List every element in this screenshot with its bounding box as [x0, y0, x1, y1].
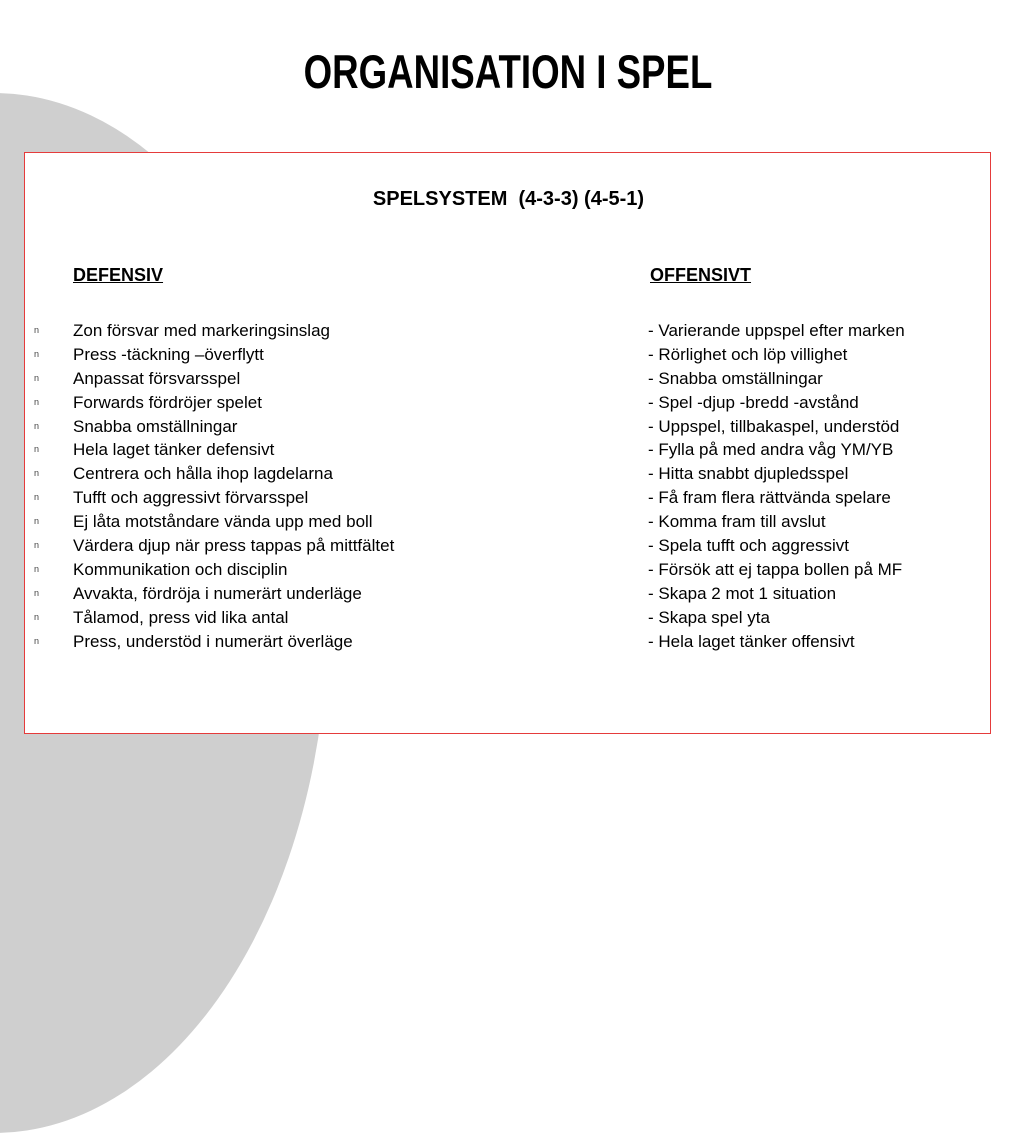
- offensive-list-item: [648, 510, 905, 534]
- offensive-item-text: - Fylla på med andra våg YM/YB: [648, 440, 894, 460]
- defensive-item-text: Centrera och hålla ihop lagdelarna: [73, 464, 333, 484]
- defensive-item-text: Kommunikation och disciplin: [73, 559, 288, 579]
- defensive-item-text: Snabba omställningar: [73, 416, 238, 436]
- offensive-list-item: [648, 486, 905, 510]
- offensive-list-item: [648, 606, 905, 630]
- content-box: [24, 152, 991, 734]
- defensive-item-text: Anpassat försvarsspel: [73, 368, 241, 388]
- bullet-icon: n: [34, 492, 40, 503]
- defensive-list-item: [31, 606, 394, 630]
- bullet-icon: n: [34, 635, 40, 646]
- defensive-item-text: Tålamod, press vid lika antal: [73, 607, 289, 627]
- bullet-icon: n: [34, 516, 40, 527]
- defensive-item-text: Zon försvar med markeringsinslag: [73, 321, 330, 340]
- offensive-item-text: - Få fram flera rättvända spelare: [648, 488, 891, 508]
- defensive-list-item: [31, 343, 394, 367]
- defensive-list-item: [31, 438, 394, 462]
- offensive-list-item: [648, 319, 905, 343]
- bullet-icon: n: [34, 468, 40, 479]
- defensive-list-item: [31, 319, 394, 343]
- offensive-item-text: - Försök att ej tappa bollen på MF: [648, 559, 903, 579]
- offensive-list-item: [648, 558, 905, 582]
- offensive-list-item: [648, 343, 905, 367]
- defensive-list-item: [31, 630, 394, 654]
- defensive-list: [31, 319, 394, 653]
- offensive-heading: OFFENSIVT: [650, 265, 752, 285]
- offensive-list-item: [648, 582, 905, 606]
- defensive-list-item: [31, 391, 394, 415]
- bullet-icon: n: [34, 540, 40, 551]
- offensive-item-text: - Hela laget tänker offensivt: [648, 631, 855, 651]
- defensive-item-text: Värdera djup när press tappas på mittfältet: [73, 536, 395, 556]
- bullet-icon: n: [34, 611, 40, 622]
- defensive-list-item: [31, 415, 394, 439]
- offensive-item-text: - Uppspel, tillbakaspel, understöd: [648, 416, 900, 436]
- defensive-list-item: [31, 486, 394, 510]
- defensive-item-text: Hela laget tänker defensivt: [73, 440, 275, 460]
- offensive-item-text: - Snabba omställningar: [648, 368, 823, 388]
- bullet-icon: n: [34, 587, 40, 598]
- slide-title: ORGANISATION I SPEL: [303, 45, 713, 98]
- offensive-list-item: [648, 438, 905, 462]
- offensive-list-item: [648, 630, 905, 654]
- offensive-list-item: [648, 415, 905, 439]
- bullet-icon: n: [34, 396, 40, 407]
- defensive-item-text: Avvakta, fördröja i numerärt underläge: [73, 583, 362, 603]
- defensive-item-text: Press -täckning –överflytt: [73, 344, 264, 364]
- offensive-item-text: - Spel -djup -bredd -avstånd: [648, 392, 859, 412]
- defensive-list-item: [31, 558, 394, 582]
- defensive-list-item: [31, 462, 394, 486]
- defensive-list-item: [31, 582, 394, 606]
- bullet-icon: n: [34, 348, 40, 359]
- bullet-icon: n: [34, 563, 40, 574]
- offensive-item-text: - Skapa spel yta: [648, 607, 770, 627]
- bullet-icon: n: [34, 372, 40, 383]
- offensive-item-text: - Rörlighet och löp villighet: [648, 344, 848, 364]
- slide-subtitle: SPELSYSTEM (4-3-3) (4-5-1): [372, 188, 645, 210]
- defensive-item-text: Press, understöd i numerärt överläge: [73, 631, 353, 651]
- defensive-item-text: Tufft och aggressivt förvarsspel: [73, 488, 309, 508]
- bullet-icon: n: [34, 444, 40, 455]
- defensive-item-text: Ej låta motståndare vända upp med boll: [73, 512, 373, 532]
- offensive-list-item: [648, 391, 905, 415]
- defensive-list-item: [31, 510, 394, 534]
- bullet-icon: n: [34, 325, 40, 335]
- offensive-list-item: [648, 367, 905, 391]
- offensive-item-text: - Hitta snabbt djupledsspel: [648, 464, 849, 484]
- defensive-list-item: [31, 367, 394, 391]
- offensive-list: [648, 319, 905, 653]
- offensive-item-text: - Spela tufft och aggressivt: [648, 536, 849, 556]
- offensive-item-text: - Varierande uppspel efter marken: [648, 321, 905, 340]
- offensive-item-text: - Skapa 2 mot 1 situation: [648, 583, 837, 603]
- bullet-icon: n: [34, 420, 40, 431]
- defensive-item-text: Forwards fördröjer spelet: [73, 392, 262, 412]
- offensive-list-item: [648, 462, 905, 486]
- defensive-heading: DEFENSIV: [73, 265, 164, 285]
- defensive-list-item: [31, 534, 394, 558]
- offensive-item-text: - Komma fram till avslut: [648, 512, 826, 532]
- offensive-list-item: [648, 534, 905, 558]
